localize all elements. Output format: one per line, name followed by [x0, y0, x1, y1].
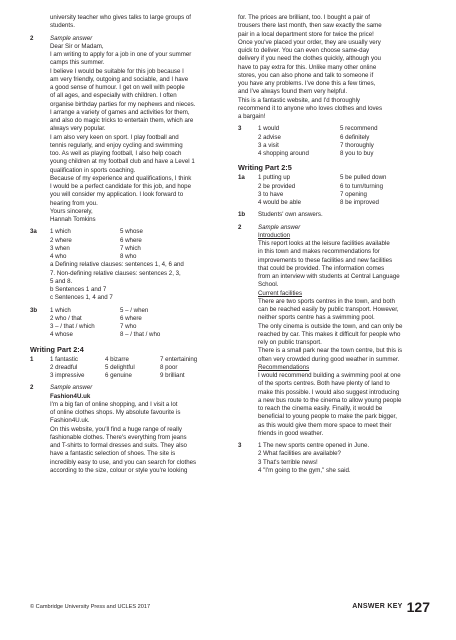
text-line: Dear Sir or Madam, — [50, 42, 104, 50]
page-footer — [352, 598, 430, 616]
text-line: and also do magic tricks to entertain them, which are — [50, 117, 194, 124]
text-line: to reach the cinema easily. Finally, it would be — [258, 405, 383, 412]
text-line: too. As well as playing football, I also help coach — [50, 150, 182, 157]
text-line: young children at my football club and have a Level 1 — [50, 158, 195, 166]
fashion-review — [30, 401, 218, 475]
sample-letter — [30, 43, 218, 225]
text-line: always very popular. — [50, 125, 106, 133]
text-line: organise birthday parties for my nephews and nieces. — [50, 100, 196, 108]
answer-row: 2 dreadful 5 delightful 8 poor — [50, 363, 178, 371]
text-line: Yours sincerely, — [50, 207, 93, 215]
text-line: reached by car. This makes it difficult for people who — [258, 330, 401, 338]
text-line: The only cinema is outside the town, and can only be — [258, 322, 403, 330]
current-facilities-heading: Current facilities — [258, 289, 303, 297]
page-number: 127 — [406, 598, 430, 615]
answer-row: 2 where 6 where — [50, 236, 142, 244]
answer-row: 3 when 7 which — [50, 244, 141, 252]
answer-row: 3a 1 which 5 whose — [30, 228, 143, 236]
text-line: incredibly easy to use, and you can search for clothes — [50, 458, 197, 466]
text-line: 3 That's terrible news! — [258, 458, 318, 466]
text-line: There are two sports centres in the town, and both — [258, 297, 395, 305]
text-line: have to pay extra for this. Unlike many other online — [238, 63, 377, 71]
text-line: 2 What facilities are available? — [258, 450, 341, 458]
left-column — [30, 14, 218, 475]
answer-row: 2 advise 6 definitely — [258, 133, 370, 141]
note-line: 7. Non-defining relative clauses: sentences 2, 3, — [50, 269, 181, 277]
answer-row: 2 be provided 6 to turn/turning — [258, 182, 384, 190]
text-line: stores, you can also phone and talk to someone if — [238, 71, 374, 79]
answer-row: 1 1 fantastic 4 bizarre 7 entertaining — [30, 355, 198, 363]
text-line: make this possible. I would also suggest introducing — [258, 388, 400, 396]
answer-row: 3 a visit 7 thoroughly — [258, 141, 374, 149]
text-line: am very friendly, outgoing and sociable, and I have — [50, 75, 189, 83]
answer-row: 4 whose 8 – / that / who — [50, 331, 161, 339]
text-line: quick to deliver. You can even choose same-day — [238, 47, 370, 54]
text-line: I believe I would be suitable for this job because I — [50, 67, 184, 75]
text-line: hearing from you. — [50, 199, 98, 207]
text-line: improvements to these facilities and new facilities — [258, 256, 393, 264]
text-line: Hannah Tomkins — [50, 216, 96, 223]
writing-part-2-5-heading: Writing Part 2:5 — [238, 163, 292, 173]
text-line: according to the size, colour or style you're looking — [50, 466, 188, 474]
recommendations-heading: Recommendations — [258, 363, 310, 371]
text-line: university teacher who gives talks to large groups of — [50, 14, 191, 21]
note-line: a Defining relative clauses: sentences 1, 4, 6 and — [50, 261, 184, 269]
text-line: trousers there last month, then saw exactly the same — [238, 22, 382, 30]
introduction-text — [238, 240, 428, 290]
text-line: There is a small park near the town centre, but this is — [258, 347, 403, 355]
text-line: and T-shirts to formal dresses and suits. They also — [50, 442, 187, 449]
q1-answers — [30, 356, 218, 381]
text-line: pair in a local department store for twice the price! — [238, 30, 374, 38]
answer-row: 3b 1 which 5 – / when — [30, 306, 149, 314]
text-line: from an interview with students at Central Language — [258, 273, 400, 280]
text-line: I am writing to apply for a job in one of your summer — [50, 51, 192, 58]
introduction-heading: Introduction — [258, 231, 291, 239]
text-line: On this website, you'll find a huge range of really — [50, 425, 182, 433]
text-line: tennis regularly, and enjoy cycling and swimming — [50, 141, 183, 149]
text-line: Because of my experience and qualifications, I think — [50, 174, 192, 182]
text-line: Once you've placed your order, they are usually very — [238, 38, 381, 46]
text-line: have a fantastic selection of shoes. The site is — [50, 450, 176, 458]
q1b-answer: 1b Students' own answers. — [238, 211, 323, 219]
answer-row: 3 impressive 6 genuine 9 brilliant — [50, 372, 185, 379]
text-line: of the sports centres. Both have plenty of land to — [258, 380, 390, 388]
text-line: and I've always found them very helpful. — [238, 88, 348, 96]
text-line: friends in good weather. — [258, 429, 324, 437]
text-line: I would recommend building a swimming pool at one — [258, 372, 401, 379]
note-line: b Sentences 1 and 7 — [50, 286, 107, 293]
text-line: camps this summer. — [50, 59, 105, 67]
q2-heading: 2 Sample answer — [30, 34, 93, 42]
text-line: fashionable clothes. There's everything from jeans — [50, 433, 187, 441]
text-line: I arrange a variety of games and activities for them, — [50, 108, 190, 116]
recommendations-text — [238, 372, 428, 438]
current-facilities-text — [238, 298, 428, 364]
q3-answers — [238, 125, 428, 158]
text-line: that could be provided. The information comes — [258, 264, 385, 272]
text-line: of online clothes shops. My absolute favourite is — [50, 409, 181, 416]
text-line: Fashion4U.uk. — [50, 417, 90, 425]
text-line: of all ages, and especially with children. I often — [50, 92, 177, 100]
answer-row: 3 1 would 5 recommend — [238, 125, 378, 133]
text-line: you have any problems. I've done this a few times, — [238, 80, 376, 87]
intro-text — [30, 14, 218, 31]
q2b-heading: 2 Sample answer — [30, 384, 93, 392]
text-line: School. — [258, 281, 279, 289]
text-line: as this would give them more space to meet their — [258, 421, 392, 429]
text-line: This report looks at the leisure facilities available — [258, 240, 390, 247]
writing-part-2-4-heading: Writing Part 2:4 — [30, 344, 84, 354]
text-line: qualification in sports coaching. — [50, 166, 136, 174]
text-line: delivery if you need the clothes quickly, although you — [238, 55, 381, 63]
text-line: a new bus route to the cinema to allow young people — [258, 396, 402, 404]
answer-row: 4 who 8 who — [50, 253, 137, 260]
answer-row: 4 shopping around 8 you to buy — [258, 150, 374, 157]
answer-row: 3 to have 7 opening — [258, 190, 367, 198]
answer-row: 2 who / that 6 where — [50, 314, 142, 322]
text-line: This is a fantastic website, and I'd thoroughly — [238, 96, 361, 104]
q1a-answers — [238, 174, 428, 207]
review-continued — [238, 14, 428, 121]
text-line: I am also very keen on sport. I play football and — [50, 133, 179, 141]
text-line: students. — [50, 22, 75, 30]
text-line: I would be a perfect candidate for this job, and hope — [50, 183, 191, 190]
text-line: rely on public transport. — [258, 339, 322, 346]
text-line: a good sense of humour. I get on well with people — [50, 84, 185, 91]
answer-row: 3 – / that / which 7 who — [50, 323, 137, 330]
q3-final-answers: 3 1 The new sports centre opened in June. 2 What facilities are available? 3 That's terrible news! 4 "I'm going to the gym," she said. — [238, 442, 428, 475]
text-line: a bargain! — [238, 113, 266, 120]
text-line: neither sports centre has a swimming pool. — [258, 314, 375, 322]
fashion-title: Fashion4U.uk — [50, 392, 91, 400]
answer-row: 1a 1 putting up 5 be pulled down — [238, 174, 387, 182]
text-line: recommend it to anyone who loves clothes and loves — [238, 104, 383, 112]
text-line: you will consider my application. I look forward to — [50, 191, 184, 199]
text-line: often very crowded during good weather in summer. — [258, 355, 400, 363]
q2-heading-right: 2 Sample answer — [238, 223, 301, 231]
text-line: beneficial to young people to make the park bigger, — [258, 413, 397, 421]
right-column — [238, 14, 428, 475]
note-line: 5 and 8. — [50, 277, 73, 285]
q3b-answers — [30, 307, 218, 340]
text-line: 4 "I'm going to the gym," she said. — [258, 466, 351, 474]
copyright-notice: © Cambridge University Press and UCLES 2017 — [30, 604, 151, 610]
q3a-answers — [30, 228, 218, 302]
note-line: c Sentences 1, 4 and 7 — [50, 294, 113, 302]
text-line: for. The prices are brilliant, too. I bought a pair of — [238, 14, 370, 21]
answer-row: 4 would be able 8 be improved — [258, 199, 379, 206]
text-line: I'm a big fan of online shopping, and I visit a lot — [50, 400, 178, 408]
answer-key-label: ANSWER KEY — [352, 603, 403, 611]
text-line: can be reached easily by public transport. However, — [258, 306, 399, 313]
text-line: in this town and makes recommendations for — [258, 248, 380, 256]
